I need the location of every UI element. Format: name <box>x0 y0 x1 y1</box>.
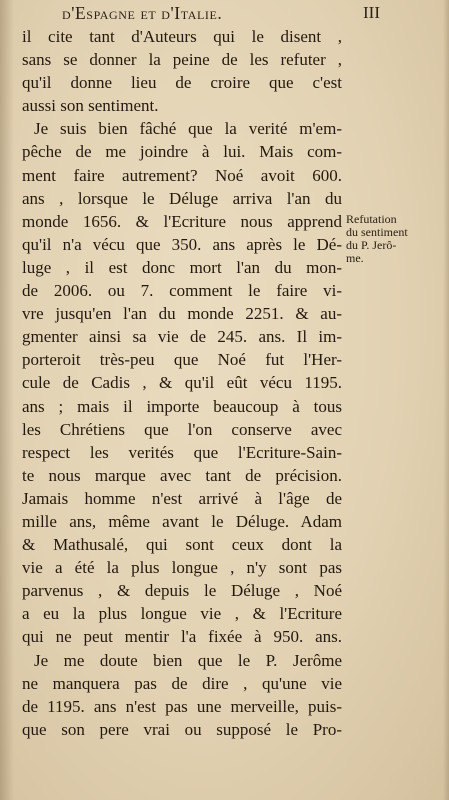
text-line: gmenter ainsi sa vie de 245. ans. Il im- <box>22 327 342 347</box>
text-line: de 1195. ans n'est pas une merveille, puis- <box>22 696 342 716</box>
text-line: pêche de me joindre à lui. Mais com- <box>22 142 342 162</box>
text-line: luge , il est donc mort l'an du mon- <box>22 257 342 277</box>
body-text <box>22 25 342 741</box>
text-line: il cite tant d'Auteurs qui le disent , <box>22 27 342 46</box>
text-line: Je suis bien fâché que la verité m'em- <box>34 119 342 139</box>
text-line: parvenus , & depuis le Déluge , Noé <box>22 581 342 601</box>
text-line: aussi son sentiment. <box>22 96 159 116</box>
text-line: les Chrétiens que l'on conserve avec <box>22 419 342 439</box>
text-line: qui ne peut mentir l'a fixée à 950. ans. <box>22 627 342 647</box>
marginal-note <box>346 213 442 265</box>
text-line: ans ; mais il importe beaucoup à tous <box>22 396 342 416</box>
text-line: ans , lorsque le Déluge arriva l'an du <box>22 188 342 208</box>
page-number: III <box>363 3 380 22</box>
text-line: qu'il donne lieu de croire que c'est <box>22 73 342 93</box>
text-line: qu'il n'a vécu que 350. ans après le Dé- <box>22 234 342 254</box>
text-line: te nous marque avec tant de précision. <box>22 465 342 485</box>
marginal-note-line: Refutation <box>346 212 397 226</box>
text-line: vie a été la plus longue , n'y sont pas <box>22 558 342 578</box>
text-line: que son pere vrai ou supposé le Pro- <box>22 719 342 739</box>
text-line: & Mathusalé, qui sont ceux dont la <box>22 535 342 555</box>
text-line: ment faire autrement? Noé avoit 600. <box>22 165 342 185</box>
text-line: mille ans, même avant le Déluge. Adam <box>22 511 342 531</box>
marginal-note-line: du sentiment <box>346 225 408 239</box>
page-header <box>62 2 380 24</box>
text-line: Je me doute bien que le P. Jerôme <box>34 650 342 670</box>
text-line: Jamais homme n'est arrivé à l'âge de <box>22 488 342 508</box>
text-line: cule de Cadis , & qu'il eût vécu 1195. <box>22 373 342 393</box>
running-title: d'Espagne et d'Italie. <box>62 3 223 23</box>
text-line: ne manquera pas de dire , qu'une vie <box>22 673 342 693</box>
text-line: sans se donner la peine de les refuter , <box>22 50 342 70</box>
text-line: de 2006. ou 7. comment le faire vi- <box>22 281 342 301</box>
text-line: monde 1656. & l'Ecriture nous apprend <box>22 211 342 231</box>
text-line: vre jusqu'en l'an du monde 2251. & au- <box>22 304 342 324</box>
marginal-note-line: me. <box>346 251 364 265</box>
text-line: respect les verités que l'Ecriture-Sain- <box>22 442 342 462</box>
text-line: porteroit très-peu que Noé fut l'Her- <box>22 350 342 370</box>
marginal-note-line: du P. Jerô- <box>346 238 397 252</box>
text-line: a eu la plus longue vie , & l'Ecriture <box>22 604 342 624</box>
